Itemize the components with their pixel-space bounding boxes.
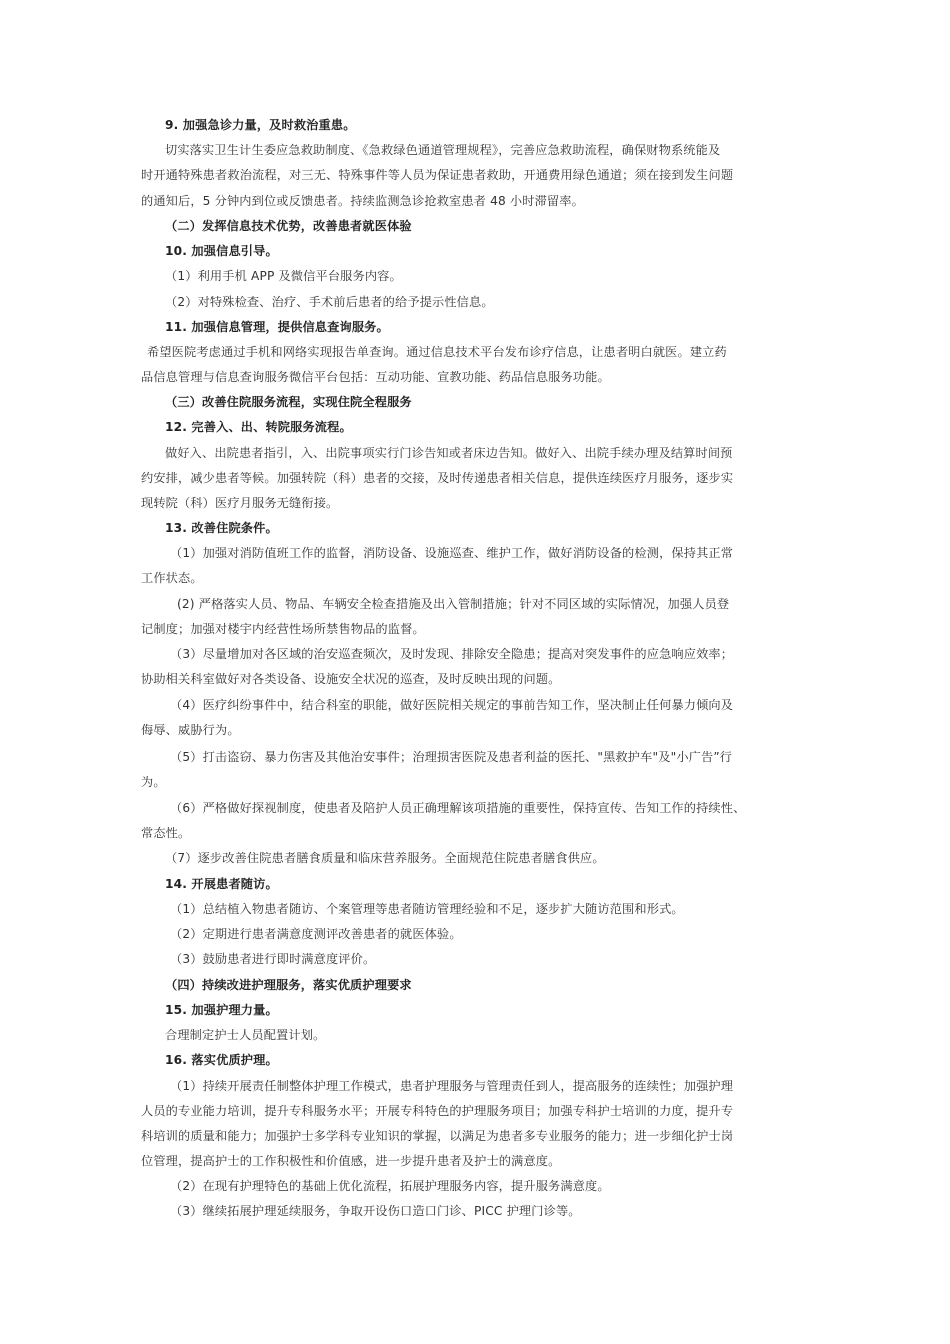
paragraph-line: 侮辱、威胁行为。: [141, 723, 240, 737]
paragraph-line: 常态性。: [141, 826, 191, 840]
section-heading-13: 13. 改善住院条件。: [165, 521, 278, 535]
section-heading-9: 9. 加强急诊力量，及时救治重患。: [165, 118, 356, 132]
list-item: （1）加强对消防值班工作的监督，消防设备、设施巡查、维护工作，做好消防设备的检测，保持其正常: [170, 546, 734, 560]
part-heading-4: （四）持续改进护理服务，落实优质护理要求: [165, 978, 412, 992]
list-item: （5）打击盗窃、暴力伤害及其他治安事件；治理损害医院及患者利益的医托、"黑救护车"及"小广告”行: [170, 750, 733, 764]
paragraph-line: 希望医院考虑通过手机和网络实现报告单查询。通过信息技术平台发布诊疗信息，让患者明白就医。建立药: [147, 345, 727, 359]
list-item: (2) 严格落实人员、物品、车辆安全检查措施及出入管制措施；针对不同区域的实际情况，加强人员登: [177, 597, 730, 611]
paragraph-line: 为。: [141, 775, 166, 789]
section-heading-14: 14. 开展患者随访。: [165, 877, 278, 891]
paragraph-line: 时开通特殊患者救治流程，对三无、特殊事件等人员为保证患者救助，开通费用绿色通道；须在接到发生问题: [141, 168, 734, 182]
section-heading-10: 10. 加强信息引导。: [165, 244, 278, 258]
list-item: （6）严格做好探视制度，使患者及陪护人员正确理解该项措施的重要性，保持宣传、告知工作的持续性、: [170, 801, 746, 815]
list-item: （3）继续拓展护理延续服务，争取开设伤口造口门诊、PICC 护理门诊等。: [170, 1204, 581, 1218]
part-heading-3: （三）改善住院服务流程，实现住院全程服务: [165, 395, 412, 409]
section-heading-12: 12. 完善入、出、转院服务流程。: [165, 420, 352, 434]
paragraph-line: 科培训的质量和能力；加强护士多学科专业知识的掌握，以满足为患者多专业服务的能力；进一步细化护士岗: [141, 1129, 734, 1143]
paragraph-line: 协助相关科室做好对各类设备、设施安全状况的巡查，及时反映出现的问题。: [141, 672, 561, 686]
list-item: （2）对特殊检查、治疗、手术前后患者的给予提示性信息。: [165, 295, 494, 309]
paragraph-line: 现转院（科）医疗月服务无缝衔接。: [141, 496, 339, 510]
paragraph-line: 位管理，提高护士的工作积极性和价值感，进一步提升患者及护士的满意度。: [141, 1154, 561, 1168]
list-item: （2）定期进行患者满意度测评改善患者的就医体验。: [170, 927, 462, 941]
paragraph-line: 约安排，减少患者等候。加强转院（科）患者的交接，及时传递患者相关信息，提供连续医疗月服务，逐步实: [141, 471, 734, 485]
paragraph-line: 人员的专业能力培训，提升专科服务水平；开展专科特色的护理服务项目；加强专科护士培训的力度，提升专: [141, 1104, 734, 1118]
paragraph-line: 记制度；加强对楼宇内经营性场所禁售物品的监督。: [141, 622, 425, 636]
paragraph-line: 合理制定护士人员配置计划。: [165, 1028, 326, 1042]
paragraph-line: 做好入、出院患者指引，入、出院事项实行门诊告知或者床边告知。做好入、出院手续办理及结算时间预: [165, 446, 733, 460]
section-heading-15: 15. 加强护理力量。: [165, 1003, 278, 1017]
paragraph-line: 工作状态。: [141, 571, 203, 585]
list-item: （1）利用手机 APP 及微信平台服务内容。: [165, 269, 402, 283]
list-item: （3）鼓励患者进行即时满意度评价。: [170, 952, 376, 966]
list-item: （1）持续开展责任制整体护理工作模式，患者护理服务与管理责任到人，提高服务的连续性；加强护理: [170, 1079, 734, 1093]
list-item: （3）尽量增加对各区域的治安巡查频次，及时发现、排除安全隐患；提高对突发事件的应急响应效率；: [170, 647, 734, 661]
list-item: （1）总结植入物患者随访、个案管理等患者随访管理经验和不足，逐步扩大随访范围和形式。: [170, 902, 684, 916]
section-heading-16: 16. 落实优质护理。: [165, 1053, 278, 1067]
paragraph-line: 切实落实卫生计生委应急救助制度、《急救绿色通道管理规程》，完善应急救助流程，确保财物系统能及: [165, 143, 721, 157]
paragraph-line: 的通知后，5 分钟内到位或反馈患者。持续监测急诊抢救室患者 48 小时滞留率。: [141, 194, 584, 208]
paragraph-line: 品信息管理与信息查询服务微信平台包括：互动功能、宣教功能、药品信息服务功能。: [141, 370, 610, 384]
list-item: （4）医疗纠纷事件中，结合科室的职能，做好医院相关规定的事前告知工作，坚决制止任何暴力倾向及: [170, 698, 734, 712]
list-item: （2）在现有护理特色的基础上优化流程，拓展护理服务内容，提升服务满意度。: [170, 1179, 610, 1193]
part-heading-2: （二）发挥信息技术优势，改善患者就医体验: [165, 219, 412, 233]
list-item: （7）逐步改善住院患者膳食质量和临床营养服务。全面规范住院患者膳食供应。: [165, 851, 605, 865]
section-heading-11: 11. 加强信息管理，提供信息查询服务。: [165, 320, 389, 334]
